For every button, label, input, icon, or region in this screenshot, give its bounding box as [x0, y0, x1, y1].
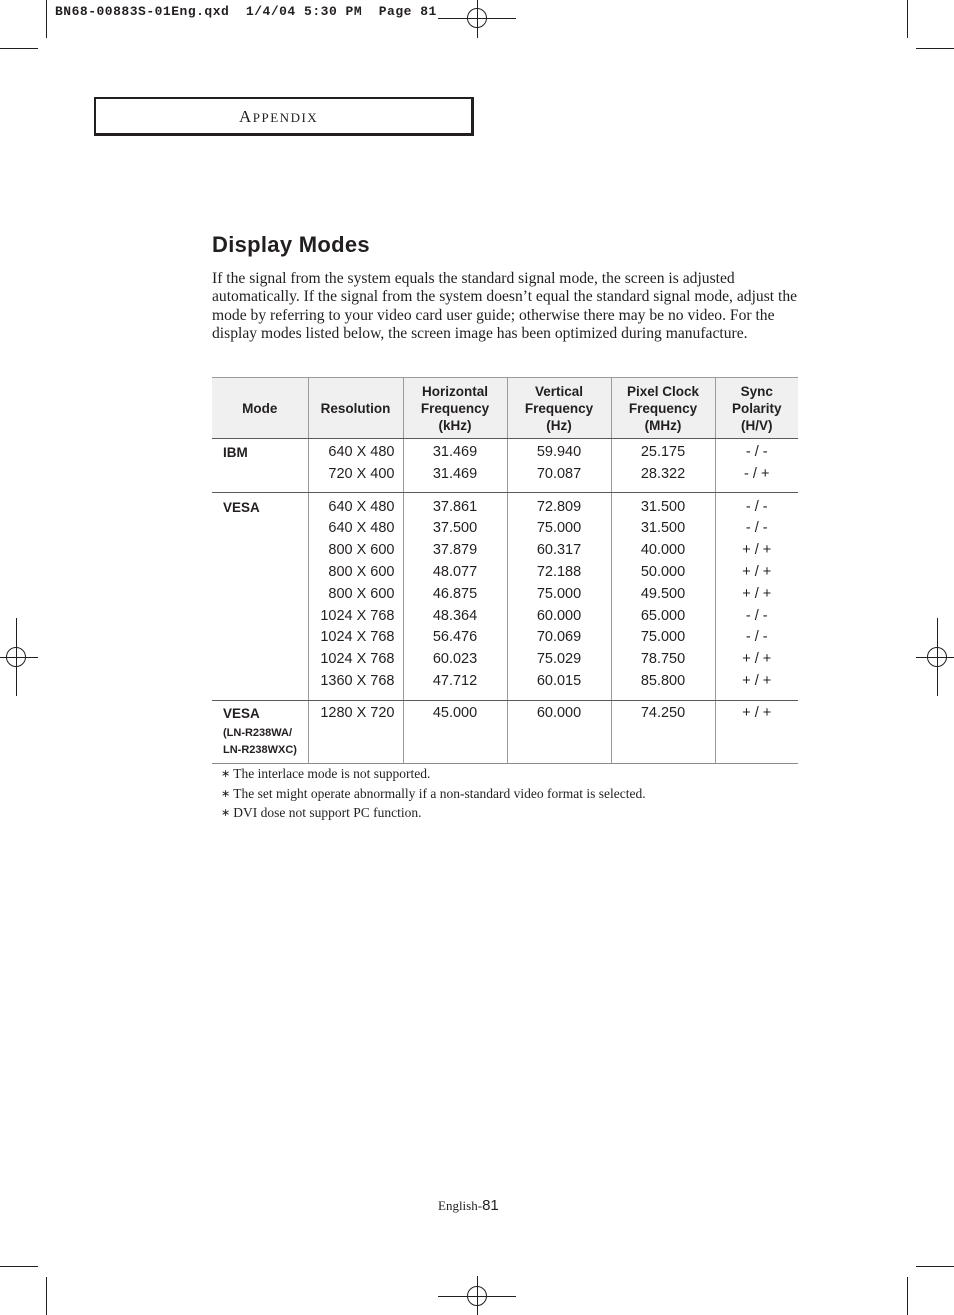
header-horizontal-frequency: Horizontal Frequency (kHz): [403, 378, 507, 439]
footnote: ∗ The interlace mode is not supported.: [221, 766, 431, 781]
pixel-clock-cell: 74.250: [611, 700, 715, 763]
horizontal-frequency-cell: 37.861 37.500 37.879 48.077 46.875 48.364 56.476 60.023 47.712: [403, 492, 507, 700]
header-vertical-frequency: Vertical Frequency (Hz): [507, 378, 611, 439]
table-row: [212, 492, 798, 700]
header-mode: Mode: [212, 378, 308, 439]
mode-cell: VESA: [212, 492, 308, 700]
section-header-box: [94, 97, 474, 136]
sync-polarity-cell: - / - - / - + / + + / + + / + - / - - / - + / + + / +: [715, 492, 798, 700]
pixel-clock-cell: 25.175 28.322: [611, 439, 715, 493]
pixel-clock-cell: 31.500 31.500 40.000 50.000 49.500 65.000 75.000 78.750 85.800: [611, 492, 715, 700]
footnotes: [221, 765, 646, 824]
table-header-row: [212, 378, 798, 439]
horizontal-frequency-cell: 45.000: [403, 700, 507, 763]
mode-cell: IBM: [212, 439, 308, 493]
resolution-cell: 640 X 480 640 X 480 800 X 600 800 X 600 800 X 600 1024 X 768 1024 X 768 1024 X 768 1360 X 768: [308, 492, 403, 700]
table-row: [212, 439, 798, 493]
vertical-frequency-cell: 60.000: [507, 700, 611, 763]
table-row: [212, 700, 798, 763]
sync-polarity-cell: + / +: [715, 700, 798, 763]
display-modes-table: [212, 377, 798, 764]
resolution-cell: 1280 X 720: [308, 700, 403, 763]
mode-cell: VESA (LN-R238WA/ LN-R238WXC): [212, 700, 308, 763]
vertical-frequency-cell: 72.809 75.000 60.317 72.188 75.000 60.000 70.069 75.029 60.015: [507, 492, 611, 700]
intro-paragraph: If the signal from the system equals the standard signal mode, the screen is adjusted automatically. If the signal from the system doesn’t equal the standard signal mode, adjust the mode by referring to your video card user guide; otherwise there may be no video. For the display modes listed below, the screen image has been optimized during manufacture.: [212, 270, 798, 343]
print-slug: BN68-00883S-01Eng.qxd 1/4/04 5:30 PM Page 81: [55, 4, 437, 19]
section-label: APPENDIX: [239, 107, 319, 126]
header-pixel-clock: Pixel Clock Frequency (MHz): [611, 378, 715, 439]
page-number: English-81: [438, 1197, 499, 1214]
resolution-cell: 640 X 480 720 X 400: [308, 439, 403, 493]
page-title: Display Modes: [212, 232, 370, 257]
header-resolution: Resolution: [308, 378, 403, 439]
horizontal-frequency-cell: 31.469 31.469: [403, 439, 507, 493]
vertical-frequency-cell: 59.940 70.087: [507, 439, 611, 493]
sync-polarity-cell: - / - - / +: [715, 439, 798, 493]
header-sync-polarity: Sync Polarity (H/V): [715, 378, 798, 439]
footnote: ∗ The set might operate abnormally if a non-standard video format is selected.: [221, 785, 646, 801]
footnote: ∗ DVI dose not support PC function.: [221, 805, 422, 820]
